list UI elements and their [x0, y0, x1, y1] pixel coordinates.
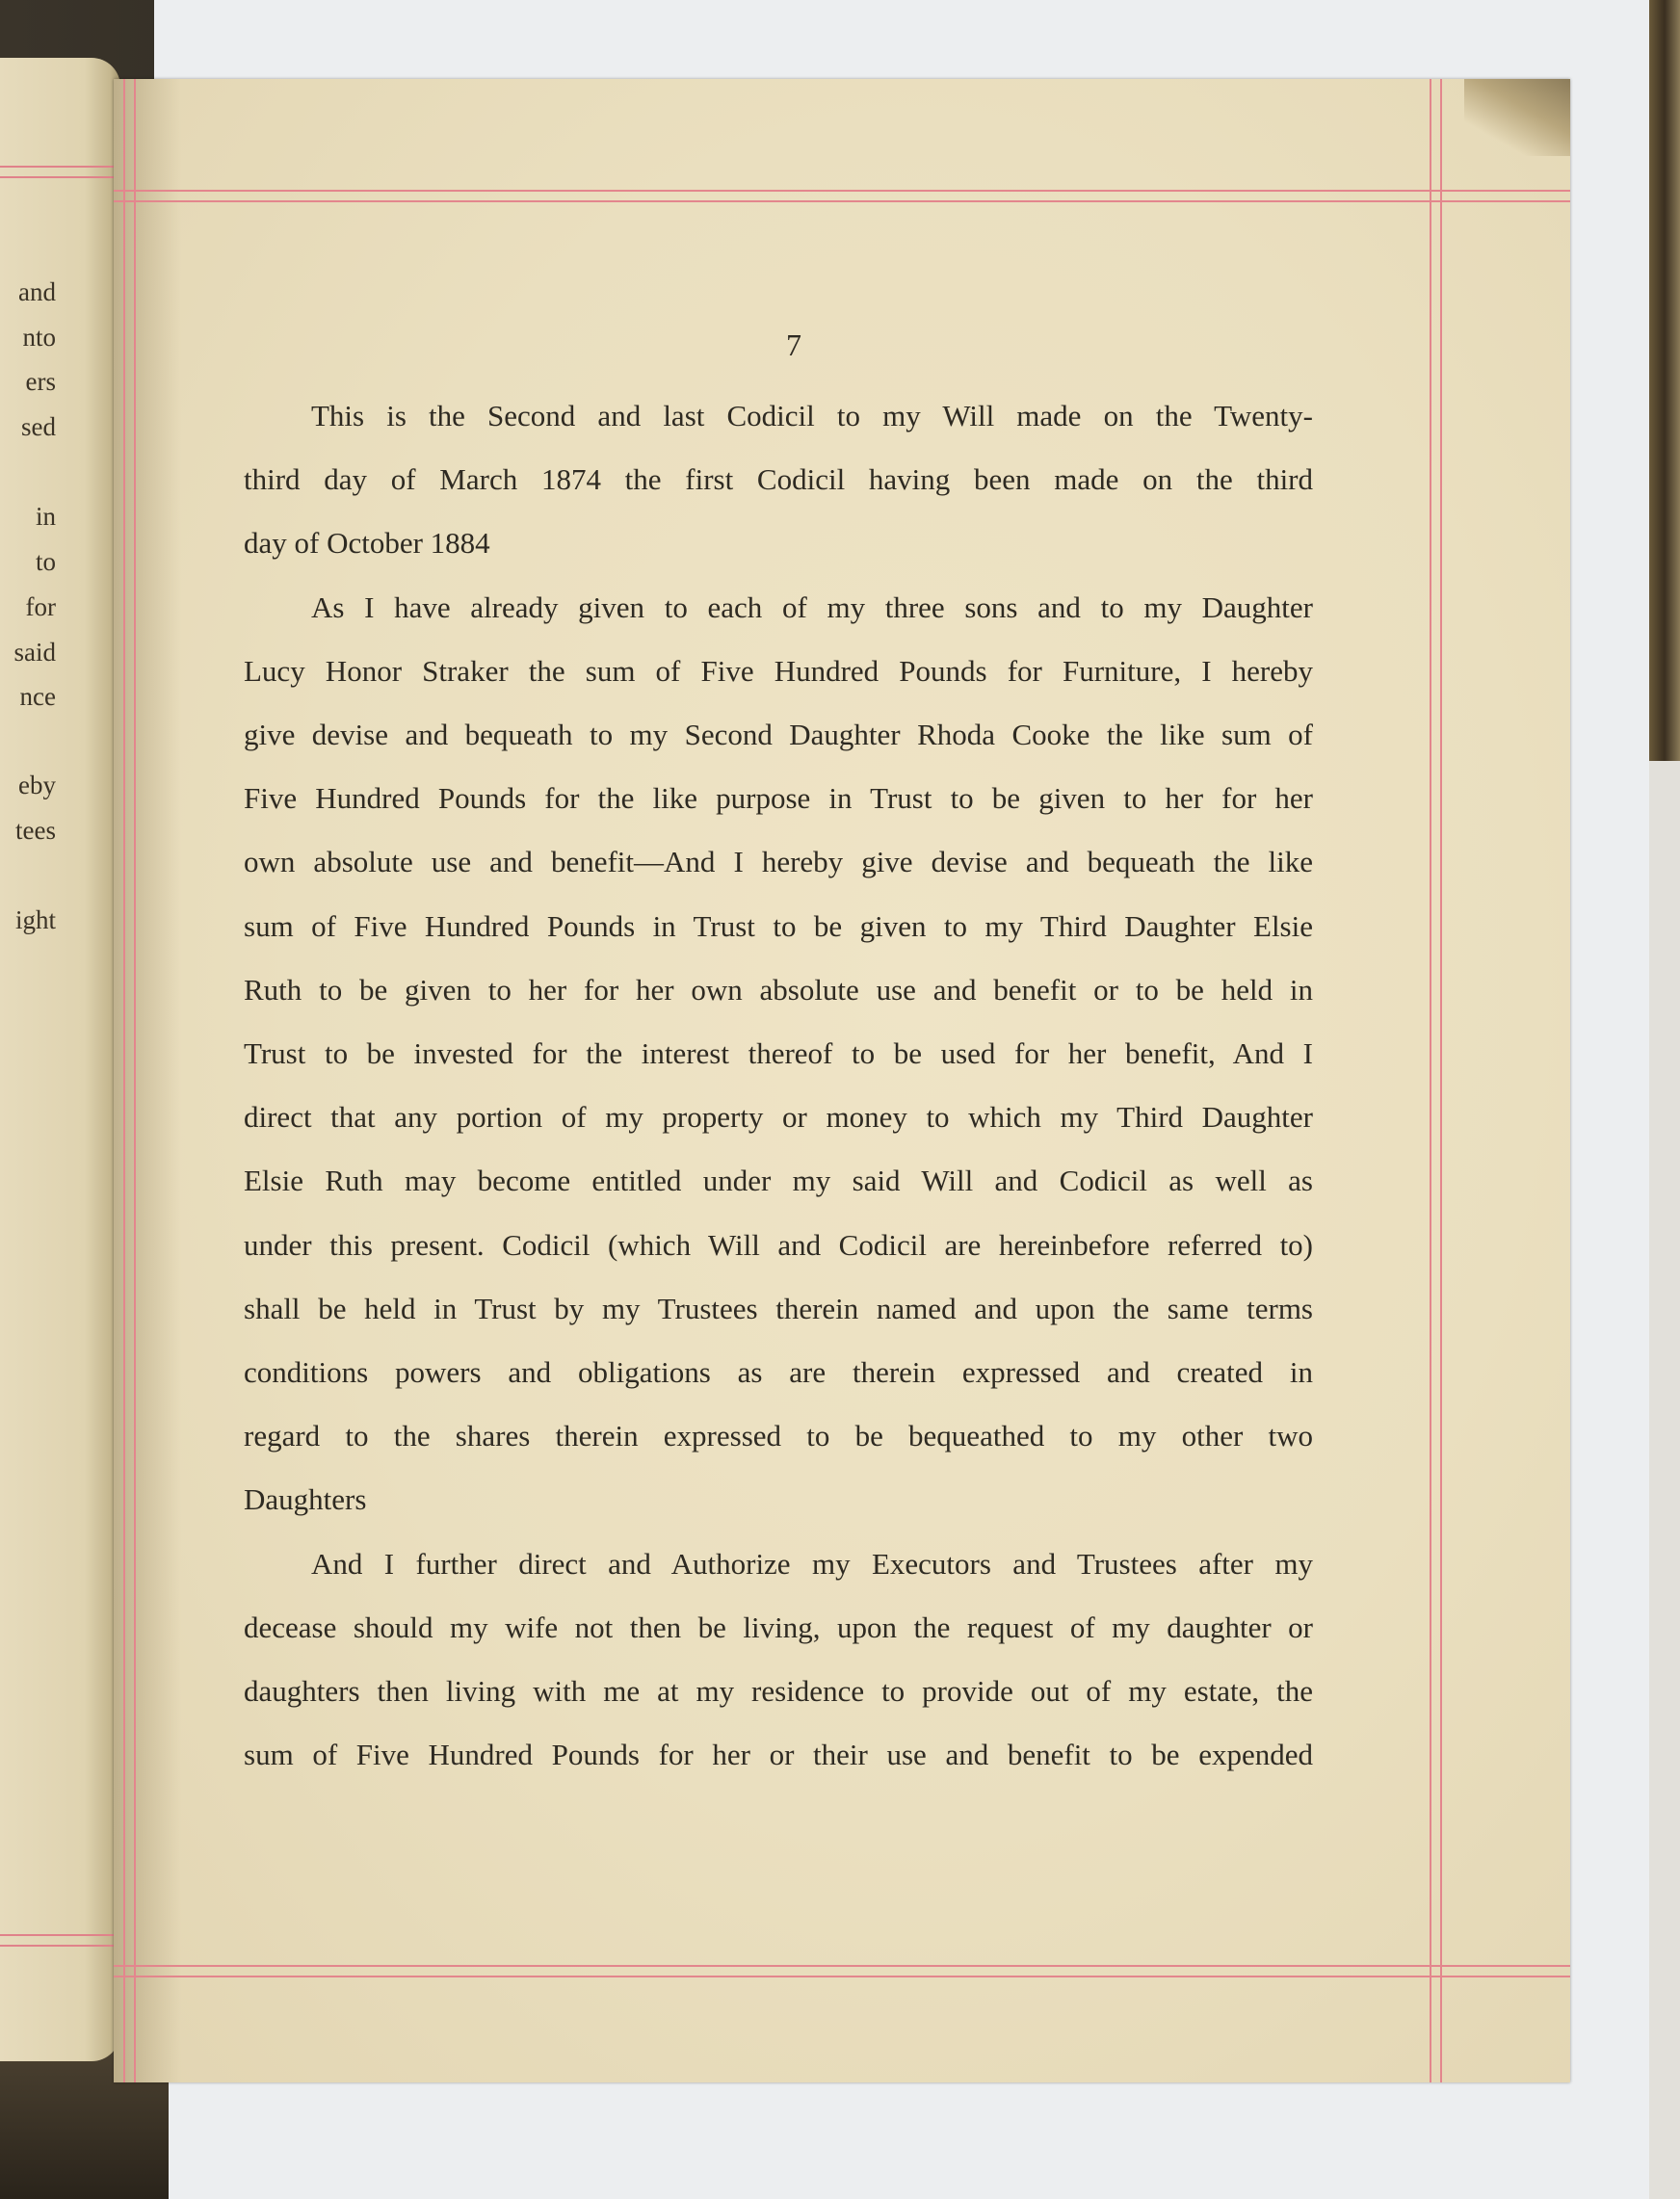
previous-page-word: tees — [15, 816, 56, 845]
text-line: Daughters — [244, 1482, 367, 1516]
left-border-rule — [123, 79, 136, 2082]
text-line: decease should my wife not then be living, upon the request of my daughter or — [244, 1610, 1313, 1644]
text-line: sum of Five Hundred Pounds in Trust to be given to my Third Daughter Elsie — [244, 909, 1313, 943]
text-line: day of October 1884 — [244, 526, 490, 560]
previous-page-edge — [0, 58, 120, 2061]
previous-page-word: sed — [21, 412, 56, 441]
text-line: Five Hundred Pounds for the like purpose in Trust to be given to her for her — [244, 781, 1313, 815]
text-line: direct that any portion of my property or money to which my Third Daughter — [244, 1100, 1313, 1134]
previous-page-word: ers — [25, 367, 56, 396]
previous-page-bottom-rule — [0, 1934, 120, 1947]
text-line: under this present. Codicil (which Will and Codicil are hereinbefore referred to) — [244, 1228, 1313, 1262]
text-line: Lucy Honor Straker the sum of Five Hundred Pounds for Furniture, I hereby — [244, 654, 1313, 688]
page-number: 7 — [786, 327, 801, 362]
previous-page-word: eby — [18, 771, 56, 799]
text-line: Ruth to be given to her for her own absolute use and benefit or to be held in — [244, 973, 1313, 1007]
previous-page-word: nce — [19, 682, 56, 711]
text-line: daughters then living with me at my residence to provide out of my estate, the — [244, 1674, 1313, 1708]
previous-page-word: to — [35, 547, 56, 576]
previous-page-word: said — [13, 638, 56, 667]
text-line: Trust to be invested for the interest thereof to be used for her benefit, And I — [244, 1036, 1313, 1070]
previous-page-top-rule — [0, 166, 120, 178]
text-line: This is the Second and last Codicil to my Will made on the Twenty- — [311, 399, 1313, 432]
text-line: conditions powers and obligations as are therein expressed and created in — [244, 1355, 1313, 1389]
top-border-rule — [114, 190, 1570, 202]
text-line: own absolute use and benefit—And I hereby give devise and bequeath the like — [244, 845, 1313, 878]
book-cover-edge — [1649, 0, 1680, 771]
text-line: shall be held in Trust by my Trustees therein named and upon the same terms — [244, 1292, 1313, 1325]
bottom-border-rule — [114, 1965, 1570, 1977]
text-line: Elsie Ruth may become entitled under my said Will and Codicil as well as — [244, 1164, 1313, 1197]
right-border-rule — [1430, 79, 1442, 2082]
previous-page-word: for — [25, 592, 56, 621]
text-line: As I have already given to each of my three sons and to my Daughter — [311, 590, 1313, 624]
text-line: regard to the shares therein expressed to be bequeathed to my other two — [244, 1419, 1313, 1453]
corner-stain — [1464, 79, 1570, 156]
text-line: And I further direct and Authorize my Executors and Trustees after my — [311, 1547, 1313, 1581]
previous-page-word: nto — [22, 323, 56, 352]
document-page — [114, 79, 1570, 2082]
previous-page-word: and — [18, 277, 56, 306]
backing-sheet-edge — [1649, 761, 1680, 2199]
text-line: sum of Five Hundred Pounds for her or their use and benefit to be expended — [244, 1738, 1313, 1771]
text-line: give devise and bequeath to my Second Daughter Rhoda Cooke the like sum of — [244, 718, 1313, 751]
text-line: third day of March 1874 the first Codicil having been made on the third — [244, 462, 1313, 496]
previous-page-word: ight — [14, 905, 56, 934]
previous-page-word: in — [35, 502, 56, 531]
